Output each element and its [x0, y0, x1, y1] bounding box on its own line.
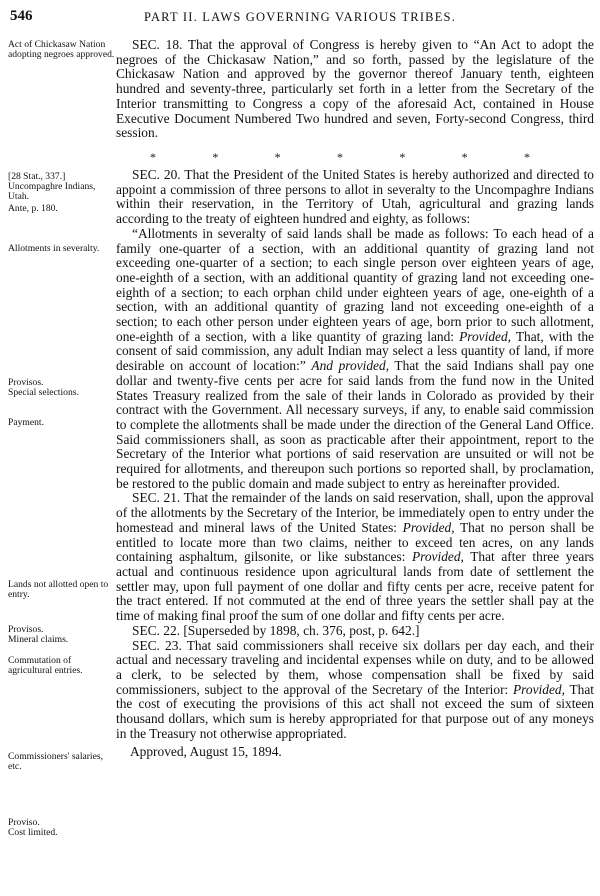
margin-note-mineral-claims: Mineral claims.: [8, 634, 69, 645]
page-header: [10, 8, 590, 28]
and-provided-italic: And provided,: [311, 358, 390, 374]
allotments-paragraph: [116, 227, 594, 492]
section-21-text-2: That no person shall be entitled to locate more than two claims, neither to exceed ten acres, on any lands containing asphaltum, gilsonite, or like substances:: [116, 519, 594, 565]
section-22: SEC. 22. [Superseded by 1898, ch. 376, post, p. 642.]: [132, 622, 420, 638]
margin-note-cost-limited: Cost limited.: [8, 827, 58, 838]
section-21-text-3: That after three years actual and continuous residence upon agricultural lands from date of settlement the settler may, upon full payment of one dollar and fifty cents per acre, receive patent for the tract entered. If not commuted at the end of three years the settler shall pay at the time of making final proof the sum of one dollar and fifty cents per acre.: [116, 549, 594, 624]
allotments-text-1: “Allotments in severalty of said lands shall be made as follows: To each head of a family one-quarter of a section, with an additional quantity of grazing land not exceeding one-quarter of a section; to each single person over eighteen years of age, one-eighth of a section, with an additional quantity of grazing land not exceeding one-eighth of a section; to each orphan child under eighteen years of age, one-eighth of a section, with an additional quantity of grazing land not exceeding one-eighth of a section; to each other person under eighteen years of age, born prior to such allotment, one-eighth of a section, with a like quantity of grazing land:: [116, 225, 594, 344]
margin-note-chickasaw: Act of Chickasaw Nation adopting negroes approved.: [8, 39, 115, 60]
page-number: 546: [10, 8, 33, 24]
section-21: [116, 491, 594, 623]
star: *: [150, 150, 156, 164]
margin-note-provisos-selections: [8, 378, 116, 398]
margin-note-ante: Ante, p. 180.: [8, 203, 58, 214]
approved-date: Approved, August 15, 1894.: [130, 744, 282, 760]
margin-note-commissioners-salaries: Commissioners' salaries, etc.: [8, 751, 103, 772]
star: *: [523, 150, 530, 164]
provided-italic: Provided,: [513, 681, 565, 697]
margin-note-proviso-label: Proviso.: [8, 817, 40, 828]
section-23-text-1: SEC. 23. That said commissioners shall receive six dollars per day each, and their actual and necessary traveling and incidental expenses while on duty, and to be allowed a clerk, to be selected by them, whose compensation shall be fixed by said commissioners, subject to the approval of the Secretary of the Interior:: [116, 637, 594, 697]
allotments-text-3: That the said Indians shall pay one dollar and twenty-five cents per acre for said lands from the fund now in the United States Treasury realized from the sale of their lands in Colorado as provided by their contract with the Government. All necessary surveys, if any, to enable said commission to complete the allotments shall be made under the direction of the General Land Office. Said commissioners shall, as soon as practicable after their appointment, report to the Secretary of the Interior what portions of said reservation are unsuited or will not be required for allotments, and thereupon such portions so reported shall, by proclamation, be restored to the public domain and made subject to entry as hereinafter provided.: [116, 358, 594, 491]
ellipsis-stars: [150, 150, 530, 165]
section-21-text-1: SEC. 21. That the remainder of the lands on said reservation, shall, upon the approval of the allotments by the Secretary of the Interior, be immediately open to entry under the homestead and mineral laws of the United States:: [116, 490, 594, 535]
star: *: [461, 150, 468, 164]
section-18: [116, 38, 594, 141]
star: *: [212, 150, 219, 164]
section-23-text-2: That the cost of executing the provisions of this act shall not exceed the sum of sixteen thousand dollars, which sum is hereby appropriated for that purpose out of any moneys in the Treasury not otherwise appropriated.: [116, 681, 594, 741]
provided-italic: Provided,: [459, 328, 512, 344]
provided-italic: Provided,: [411, 549, 464, 565]
margin-note-provisos-label-2: Provisos.: [8, 624, 44, 635]
section-23: [116, 639, 594, 742]
allotments-text-2: That, with the consent of said commission, any adult Indian may select a less quantity of land, if more desirable on account of location:”: [116, 328, 594, 374]
star: *: [336, 150, 343, 164]
margin-note-commutation: Commutation of agricultural entries.: [8, 655, 83, 676]
star: *: [274, 150, 281, 164]
star: *: [399, 150, 406, 164]
margin-note-lands-open: Lands not allotted open to entry.: [8, 579, 109, 600]
provided-italic: Provided,: [402, 519, 455, 535]
margin-note-payment: Payment.: [8, 417, 44, 428]
margin-note-provisos-mineral: [8, 625, 116, 645]
section-18-text: SEC. 18. That the approval of Congress is hereby given to “An Act to adopt the negroes of the Chickasaw Nation,” and so forth, passed by the legislature of the Chickasaw Nation and approved by the governor thereof January tenth, eighteen hundred and seventy-three, particularly set forth in a letter from the Secretary of the Interior transmitting to Congress a copy of the aforesaid Act, contained in House Executive Document Numbered Two hundred and seven, Forty-second Congress, third session.: [116, 37, 594, 141]
margin-note-stat-ref: [28 Stat., 337.]: [8, 171, 66, 182]
section-20-text: SEC. 20. That the President of the United States is hereby authorized and directed to appoint a commission of three persons to allot in severalty to the Uncompaghre Indians within their reservation, in the Territory of Utah, agricultural and grazing lands according to the treaty of eighteen hundred and eighty, as follows:: [116, 167, 594, 227]
section-20: [116, 168, 594, 760]
margin-note-allotments: Allotments in severalty.: [8, 243, 100, 254]
margin-note-provisos-label: Provisos.: [8, 377, 44, 388]
margin-note-proviso-cost: [8, 818, 116, 838]
margin-note-special-selections: Special selections.: [8, 387, 79, 398]
margin-note-uncompaghre-title: Uncompaghre Indians, Utah.: [8, 181, 96, 202]
running-title: PART II. LAWS GOVERNING VARIOUS TRIBES.: [143, 10, 457, 24]
margin-note-uncompaghre: [8, 172, 116, 214]
